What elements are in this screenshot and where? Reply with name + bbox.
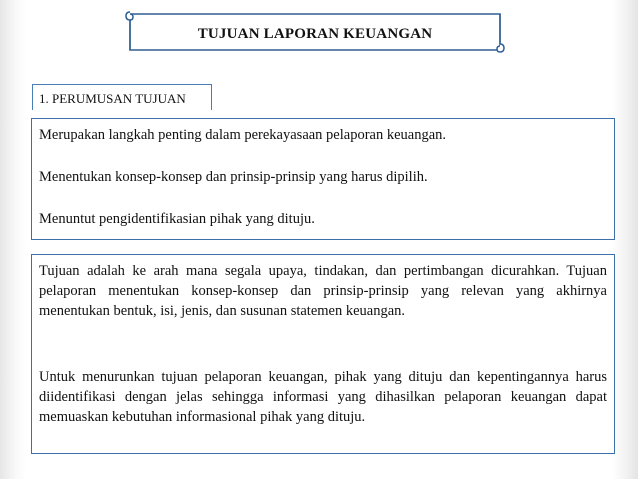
section-label-tab <box>32 84 212 110</box>
explanation-paragraph-2: Untuk menurunkan tujuan pelaporan keuangan, pihak yang dituju dan kepentingannya harus diidentifikasi dengan jelas sehingga informasi yang dihasilkan pelaporan keuangan dapat memuaskan kebutuhan informasional pihak yang dituju. <box>39 369 607 425</box>
purpose-points-box <box>31 118 615 240</box>
title-scroll-banner <box>124 8 506 56</box>
explanation-paragraph-1: Tujuan adalah ke arah mana segala upaya, tindakan, dan pertimbangan dicurahkan. Tujuan pelaporan menentukan konsep-konsep dan prinsip-prinsip yang relevan yang akhirnya menentukan bentuk, isi, jenis, dan susunan statemen keuangan. <box>39 263 607 319</box>
section-label-text: 1. PERUMUSAN TUJUAN <box>39 91 186 106</box>
purpose-explanation-box <box>31 254 615 454</box>
purpose-point-3: Menuntut pengidentifikasian pihak yang dituju. <box>39 211 315 227</box>
purpose-point-1: Merupakan langkah penting dalam perekayasaan pelaporan keuangan. <box>39 127 447 143</box>
slide-title: TUJUAN LAPORAN KEUANGAN <box>197 26 433 42</box>
purpose-point-2: Menentukan konsep-konsep dan prinsip-prinsip yang harus dipilih. <box>39 169 428 185</box>
